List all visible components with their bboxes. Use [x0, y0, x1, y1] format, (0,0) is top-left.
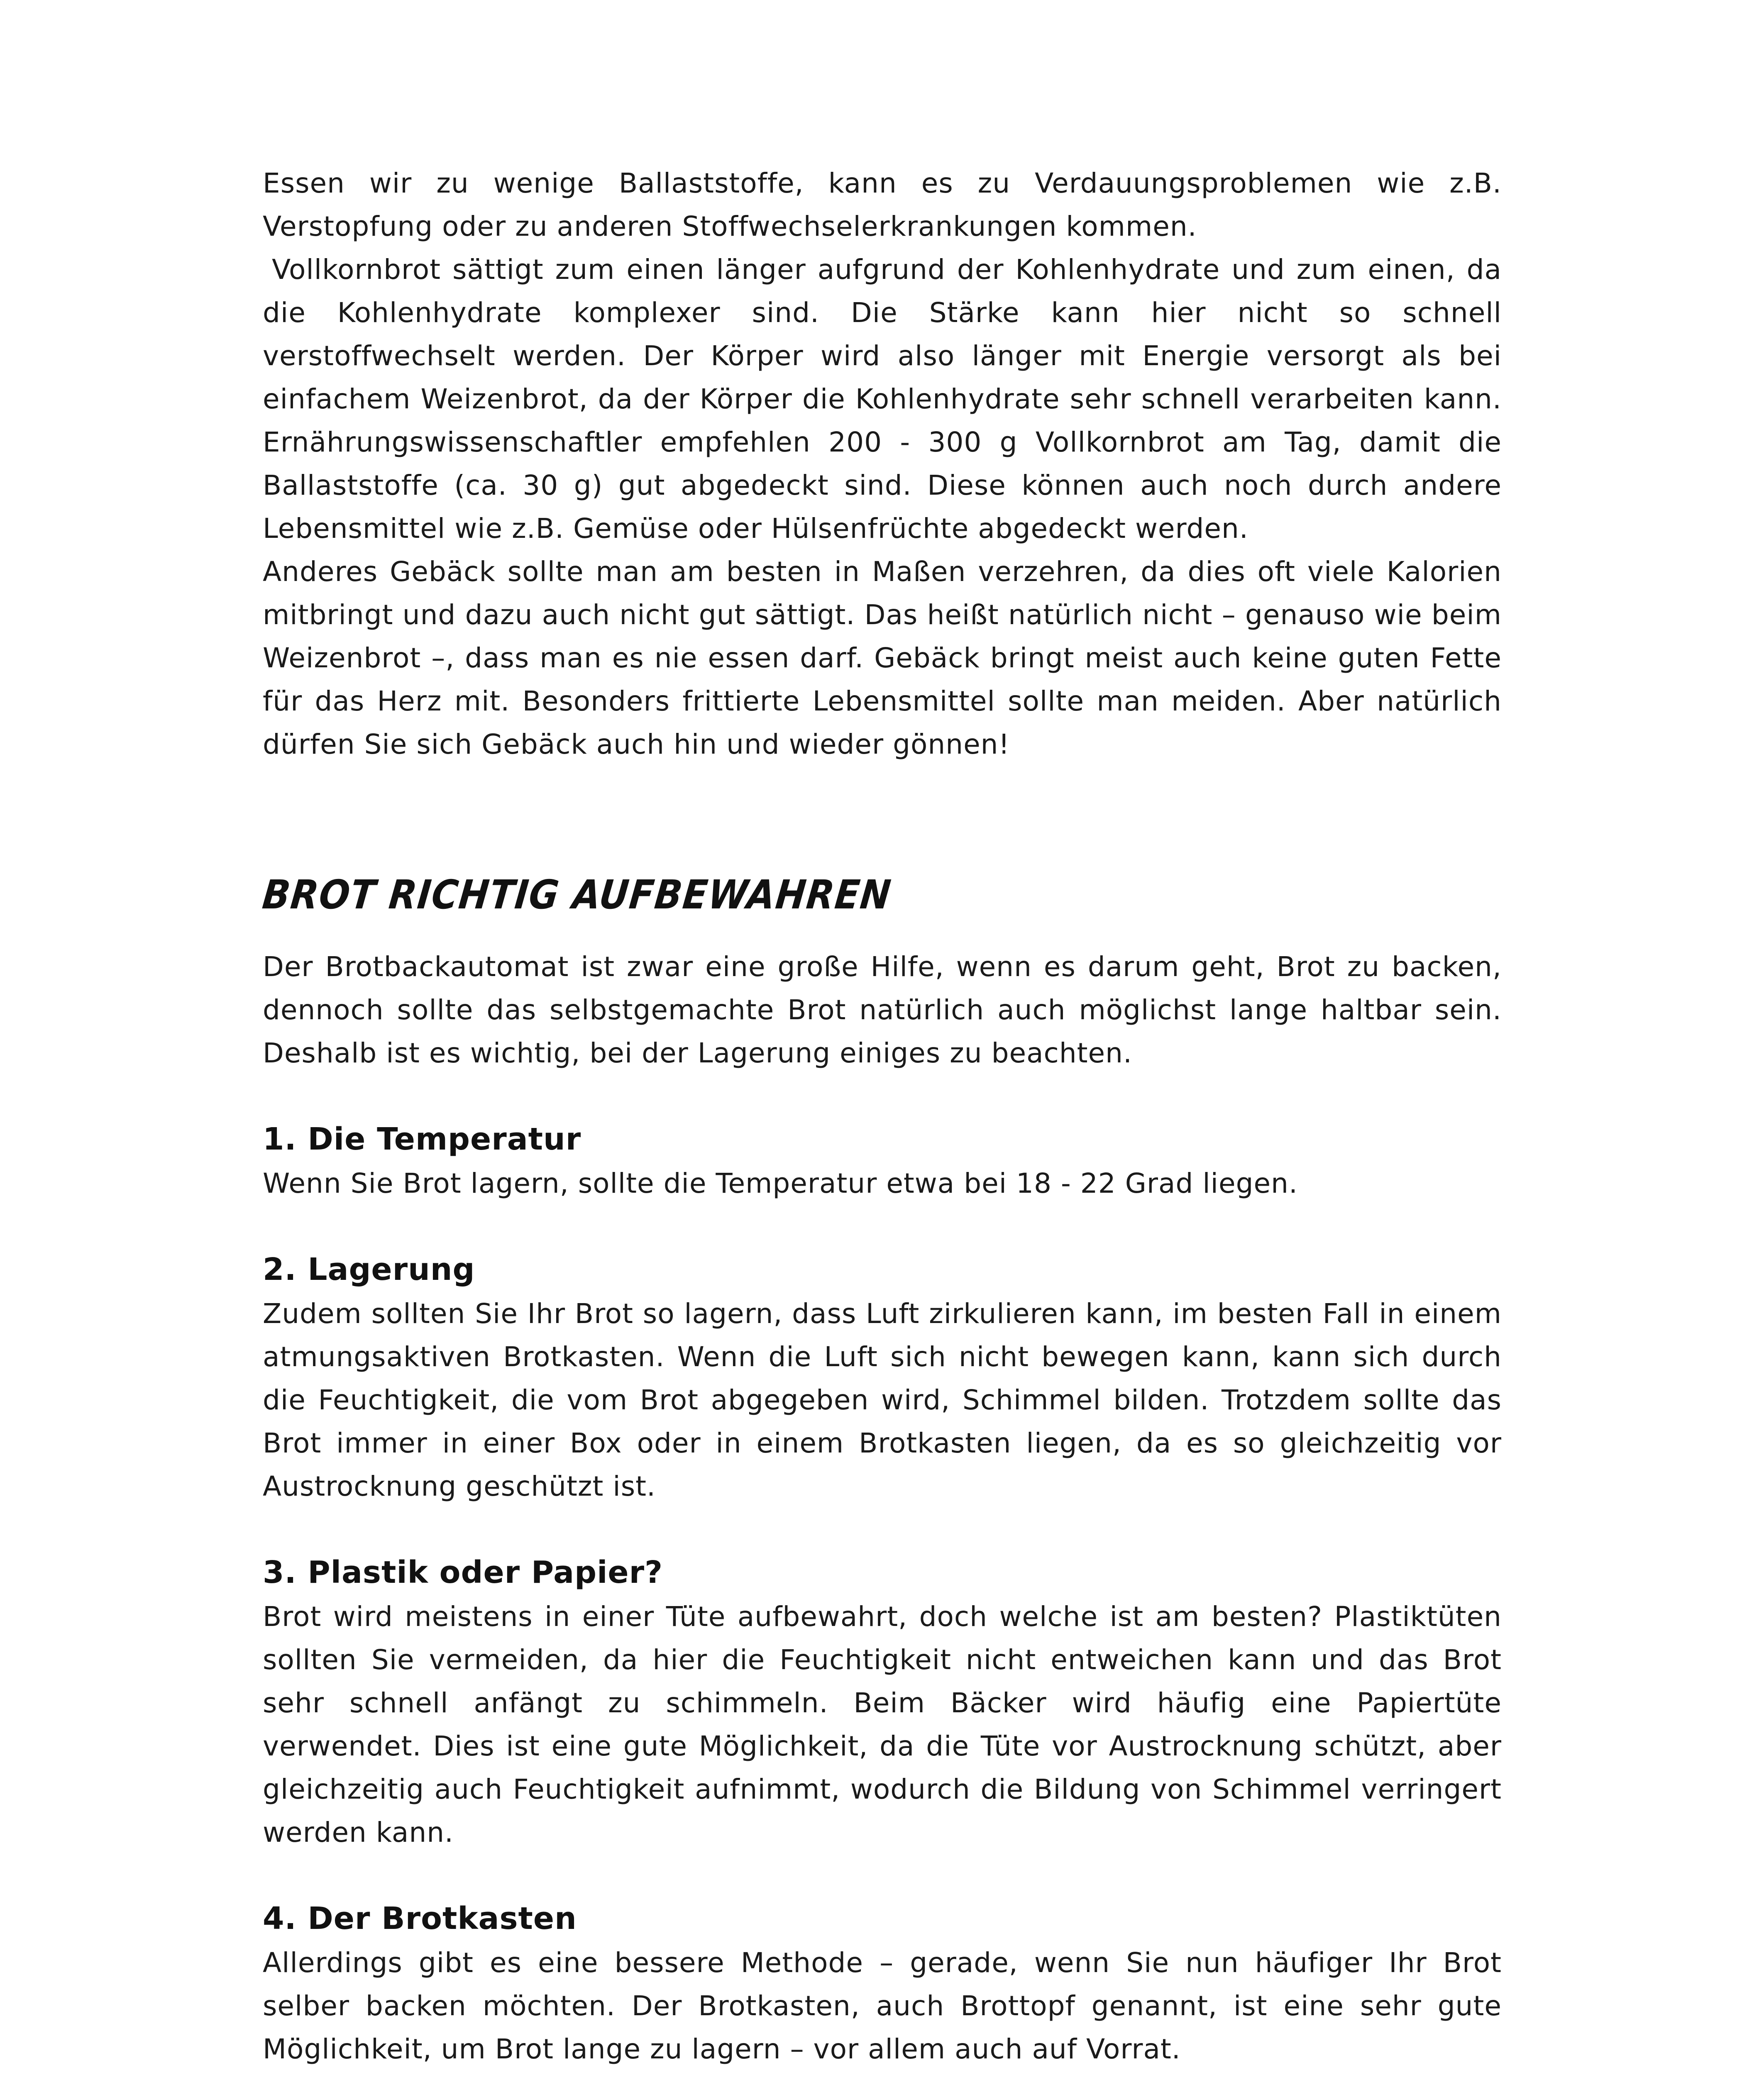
- subheading-temperature: 1. Die Temperatur: [263, 1121, 581, 1157]
- section-heading: BROT RICHTIG AUFBEWAHREN: [260, 872, 894, 918]
- subheading-plastic-or-paper: 3. Plastik oder Papier?: [263, 1555, 663, 1590]
- subheading-storage: 2. Lagerung: [263, 1252, 475, 1287]
- intro-paragraph: Vollkornbrot sättigt zum einen länger aufgrund der Kohlenhydrate und zum einen, da die Kohlenhydrate komplexer sind. Die Stärke kann hier nicht so schnell verstoffwechselt werden. Der Körper wird also länger mit Energie versorgt als bei einfachem Weizenbrot, da der Körper die Kohlenhydrate sehr schnell verarbeiten kann. Ernährungswissenschaftler empfehlen 200 - 300 g Vollkornbrot am Tag, damit die Ballaststoffe (ca. 30 g) gut abgedeckt sind. Diese können auch noch durch andere Lebensmittel wie z.B. Gemüse oder Hülsenfrüchte abgedeckt werden.: [263, 254, 1502, 544]
- storage-paragraph: Zudem sollten Sie Ihr Brot so lagern, dass Luft zirkulieren kann, im besten Fall in einem atmungsaktiven Brotkasten. Wenn die Luft sich nicht bewegen kann, kann sich durch die Feuchtigkeit, die vom Brot abgegeben wird, Schimmel bilden. Trotzdem sollte das Brot immer in einer Box oder in einem Brotkasten liegen, da es so gleichzeitig vor Austrocknung geschützt ist.: [263, 1298, 1502, 1502]
- intro-paragraph: Anderes Gebäck sollte man am besten in Maßen verzehren, da dies oft viele Kalorien mitbringt und dazu auch nicht gut sättigt. Das heißt natürlich nicht – genauso wie beim Weizenbrot –, dass man es nie essen darf. Gebäck bringt meist auch keine guten Fette für das Herz mit. Besonders frittierte Lebensmittel sollte man meiden. Aber natürlich dürfen Sie sich Gebäck auch hin und wieder gönnen!: [263, 556, 1502, 760]
- temperature-paragraph: Wenn Sie Brot lagern, sollte die Temperatur etwa bei 18 - 22 Grad liegen.: [263, 1167, 1298, 1199]
- bread-box-paragraph: Allerdings gibt es eine bessere Methode – gerade, wenn Sie nun häufiger Ihr Brot selber backen möchten. Der Brotkasten, auch Brottopf genannt, ist eine sehr gute Möglichkeit, um Brot lange zu lagern – vor allem auch auf Vorrat.: [263, 1947, 1502, 2065]
- section-intro-paragraph: Der Brotbackautomat ist zwar eine große Hilfe, wenn es darum geht, Brot zu backen, dennoch sollte das selbstgemachte Brot natürlich auch möglichst lange haltbar sein. Deshalb ist es wichtig, bei der Lagerung einiges zu beachten.: [263, 951, 1502, 1069]
- section-body: [263, 945, 1502, 2071]
- plastic-or-paper-paragraph: Brot wird meistens in einer Tüte aufbewahrt, doch welche ist am besten? Plastiktüten sollten Sie vermeiden, da hier die Feuchtigkeit nicht entweichen kann und das Brot sehr schnell anfängt zu schimmeln. Beim Bäcker wird häufig eine Papiertüte verwendet. Dies ist eine gute Möglichkeit, da die Tüte vor Austrocknung schützt, aber gleichzeitig auch Feuchtigkeit aufnimmt, wodurch die Bildung von Schimmel verringert werden kann.: [263, 1601, 1502, 1848]
- subheading-bread-box: 4. Der Brotkasten: [263, 1901, 577, 1936]
- intro-text-block: [263, 162, 1502, 766]
- intro-paragraph: Essen wir zu wenige Ballaststoffe, kann es zu Verdauungsproblemen wie z.B. Verstopfung oder zu anderen Stoffwechselerkrankungen kommen.: [263, 167, 1502, 242]
